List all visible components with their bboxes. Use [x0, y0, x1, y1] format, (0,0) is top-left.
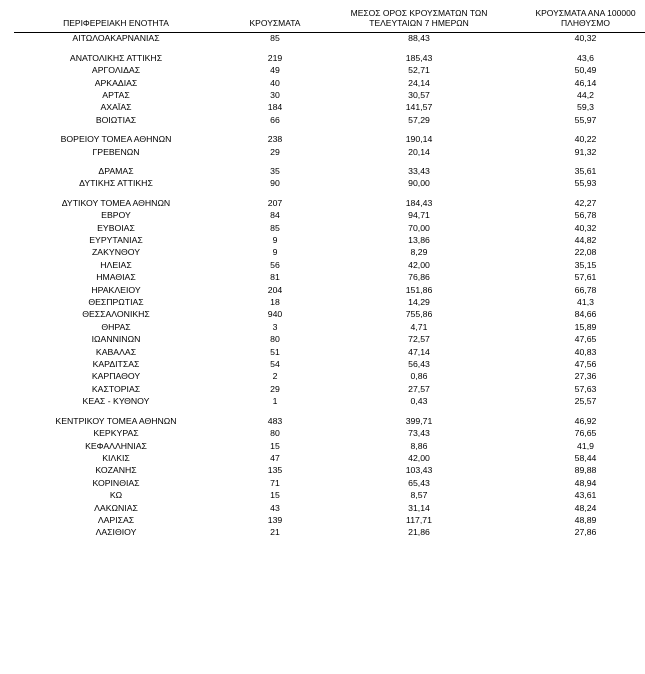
- cell-cases: 90: [270, 178, 280, 189]
- column-header-avg7-line1: ΜΕΣΟΣ ΟΡΟΣ ΚΡΟΥΣΜΑΤΩΝ ΤΩΝ: [350, 8, 488, 18]
- cell-region: ΑΡΚΑΔΙΑΣ: [94, 77, 138, 88]
- column-header-cases: [218, 8, 332, 32]
- table-row: [14, 296, 645, 308]
- cell-region: ΛΑΚΩΝΙΑΣ: [94, 502, 138, 513]
- table-row: [14, 259, 645, 271]
- column-header-per100k-line2: ΠΛΗΘΥΣΜΟ: [561, 18, 610, 29]
- cell-avg7: 52,71: [408, 65, 430, 76]
- table-row: [14, 334, 645, 346]
- cell-region: ΔΡΑΜΑΣ: [98, 165, 134, 176]
- row-spacer-cell: [14, 127, 645, 134]
- cell-cases: 66: [270, 114, 280, 125]
- cell-region: ΚΕΦΑΛΛΗΝΙΑΣ: [85, 440, 147, 451]
- cell-region: ΚΟΖΑΝΗΣ: [95, 465, 137, 476]
- cell-per100k: 55,97: [574, 114, 597, 125]
- cell-avg7: 57,29: [408, 114, 430, 125]
- cell-avg7: 0,86: [410, 371, 428, 382]
- cell-per100k: 66,78: [574, 284, 597, 295]
- cell-cases: 29: [270, 383, 280, 394]
- cell-avg7: 8,57: [410, 490, 428, 501]
- cell-avg7: 42,00: [408, 259, 430, 270]
- row-spacer-cell: [14, 190, 645, 197]
- table-body: [14, 32, 645, 539]
- cell-per100k: 40,32: [574, 222, 597, 233]
- row-spacer: [14, 45, 645, 52]
- cell-cases: 35: [270, 165, 280, 176]
- table-row: [14, 452, 645, 464]
- table-row: [14, 371, 645, 383]
- table-row: [14, 514, 645, 526]
- cell-avg7: 94,71: [408, 210, 430, 221]
- column-header-per100k: [506, 8, 645, 32]
- cell-region: ΘΕΣΠΡΩΤΙΑΣ: [88, 297, 144, 308]
- cell-per100k: 35,61: [574, 165, 597, 176]
- cell-per100k: 76,65: [574, 428, 597, 439]
- table-row: [14, 134, 645, 146]
- cell-per100k: 41,3: [577, 297, 594, 308]
- cell-cases: 184: [267, 102, 283, 113]
- table-row: [14, 527, 645, 539]
- cell-cases: 80: [270, 334, 280, 345]
- cell-per100k: 84,66: [574, 309, 597, 320]
- cell-avg7: 27,57: [408, 383, 430, 394]
- cell-per100k: 22,08: [574, 247, 597, 258]
- cell-avg7: 30,57: [408, 89, 430, 100]
- cell-avg7: 31,14: [408, 502, 430, 513]
- cell-region: ΒΟΡΕΙΟΥ ΤΟΜΕΑ ΑΘΗΝΩΝ: [60, 134, 172, 145]
- cell-region: ΚΙΛΚΙΣ: [102, 452, 130, 463]
- cell-per100k: 57,63: [574, 383, 597, 394]
- cell-avg7: 151,86: [405, 284, 433, 295]
- cell-region: ΕΥΒΟΙΑΣ: [97, 222, 135, 233]
- cell-region: ΗΛΕΙΑΣ: [100, 259, 132, 270]
- cell-cases: 9: [272, 235, 278, 245]
- cell-avg7: 88,43: [408, 33, 430, 44]
- cell-cases: 29: [270, 146, 280, 157]
- cell-cases: 18: [270, 297, 280, 308]
- cell-avg7: 65,43: [408, 477, 430, 488]
- cell-region: ΑΡΤΑΣ: [102, 89, 130, 100]
- cell-avg7: 24,14: [408, 77, 430, 88]
- cell-region: ΖΑΚΥΝΘΟΥ: [92, 247, 140, 258]
- cell-avg7: 755,86: [405, 309, 433, 320]
- cell-cases: 9: [272, 247, 278, 258]
- cell-cases: 483: [267, 415, 283, 426]
- table-row: [14, 247, 645, 259]
- table-row: [14, 490, 645, 502]
- cell-per100k: 91,32: [574, 146, 597, 157]
- cell-region: ΚΕΝΤΡΙΚΟΥ ΤΟΜΕΑ ΑΘΗΝΩΝ: [55, 415, 177, 426]
- column-header-region-label: ΠΕΡΙΦΕΡΕΙΑΚΗ ΕΝΟΤΗΤΑ: [63, 18, 169, 29]
- cell-per100k: 40,22: [574, 134, 597, 145]
- cell-avg7: 184,43: [405, 197, 433, 208]
- cell-cases: 40: [270, 77, 280, 88]
- cell-avg7: 33,43: [408, 165, 430, 176]
- cell-region: ΘΗΡΑΣ: [101, 321, 131, 332]
- row-spacer-cell: [14, 158, 645, 165]
- cell-per100k: 58,44: [574, 452, 597, 463]
- cell-avg7: 56,43: [408, 359, 430, 370]
- cell-avg7: 90,00: [408, 178, 430, 189]
- cell-per100k: 48,24: [574, 502, 597, 513]
- table-row: [14, 321, 645, 333]
- cell-cases: 3: [272, 321, 278, 332]
- table-row: [14, 178, 645, 190]
- cell-region: ΔΥΤΙΚΟΥ ΤΟΜΕΑ ΑΘΗΝΩΝ: [61, 197, 171, 208]
- cell-avg7: 72,57: [408, 334, 430, 345]
- cell-per100k: 35,15: [574, 259, 597, 270]
- cell-avg7: 8,86: [410, 440, 428, 451]
- cell-cases: 207: [267, 197, 283, 208]
- cell-region: ΚΑΡΔΙΤΣΑΣ: [92, 359, 140, 370]
- cell-per100k: 56,78: [574, 210, 597, 221]
- cell-cases: 940: [267, 309, 283, 320]
- cell-per100k: 59,3: [577, 102, 594, 113]
- cell-region: ΚΑΒΑΛΑΣ: [95, 346, 137, 357]
- cell-region: ΚΑΣΤΟΡΙΑΣ: [91, 383, 141, 394]
- cell-per100k: 25,57: [574, 396, 597, 407]
- table-row: [14, 440, 645, 452]
- cell-region: ΚΕΡΚΥΡΑΣ: [93, 428, 139, 439]
- table-row: [14, 102, 645, 114]
- cell-cases: 15: [270, 440, 280, 451]
- cell-per100k: 47,65: [574, 334, 597, 345]
- cell-per100k: 46,92: [574, 415, 597, 426]
- table-row: [14, 284, 645, 296]
- cell-region: ΗΜΑΘΙΑΣ: [96, 272, 136, 283]
- cell-region: ΕΥΡΥΤΑΝΙΑΣ: [89, 235, 143, 245]
- table-row: [14, 65, 645, 77]
- cell-cases: 204: [267, 284, 283, 295]
- cell-per100k: 27,86: [574, 527, 597, 538]
- cell-per100k: 43,61: [574, 490, 597, 501]
- cell-per100k: 44,82: [574, 235, 597, 245]
- cell-avg7: 73,43: [408, 428, 430, 439]
- row-spacer-cell: [14, 408, 645, 415]
- cell-cases: 139: [267, 514, 283, 525]
- cell-region: ΓΡΕΒΕΝΩΝ: [92, 146, 140, 157]
- cell-avg7: 0,43: [410, 396, 428, 407]
- cell-cases: 43: [270, 502, 280, 513]
- cell-cases: 54: [270, 359, 280, 370]
- cell-per100k: 48,89: [574, 514, 597, 525]
- column-header-cases-label: ΚΡΟΥΣΜΑΤΑ: [249, 18, 301, 29]
- cell-region: ΑΝΑΤΟΛΙΚΗΣ ΑΤΤΙΚΗΣ: [69, 52, 163, 63]
- cell-avg7: 21,86: [408, 527, 430, 538]
- table-row: [14, 89, 645, 101]
- cell-region: ΑΙΤΩΛΟΑΚΑΡΝΑΝΙΑΣ: [72, 33, 160, 44]
- row-spacer: [14, 408, 645, 415]
- table-row: [14, 502, 645, 514]
- cell-cases: 2: [272, 371, 278, 382]
- cell-region: ΛΑΣΙΘΙΟΥ: [95, 527, 137, 538]
- table-row: [14, 146, 645, 158]
- table-row: [14, 465, 645, 477]
- column-header-region: [14, 8, 218, 32]
- cell-per100k: 55,93: [574, 178, 597, 189]
- cell-avg7: 20,14: [408, 146, 430, 157]
- cell-per100k: 47,56: [574, 359, 597, 370]
- table-header: [14, 8, 645, 32]
- cell-avg7: 103,43: [405, 465, 433, 476]
- cell-region: ΚΩ: [109, 490, 123, 501]
- cell-cases: 238: [267, 134, 283, 145]
- cell-avg7: 76,86: [408, 272, 430, 283]
- table-row: [14, 396, 645, 408]
- table-row: [14, 358, 645, 370]
- cell-per100k: 40,32: [574, 33, 597, 44]
- cell-avg7: 190,14: [405, 134, 433, 145]
- cell-cases: 80: [270, 428, 280, 439]
- cell-avg7: 117,71: [406, 514, 432, 525]
- cell-cases: 51: [270, 346, 280, 357]
- cell-cases: 135: [267, 465, 283, 476]
- cell-region: ΔΥΤΙΚΗΣ ΑΤΤΙΚΗΣ: [79, 178, 153, 189]
- row-spacer: [14, 127, 645, 134]
- cell-per100k: 41,9: [577, 440, 594, 451]
- cell-avg7: 8,29: [410, 247, 428, 258]
- cell-avg7: 14,29: [408, 297, 430, 308]
- cell-region: ΛΑΡΙΣΑΣ: [97, 514, 135, 525]
- cases-table: [14, 8, 645, 539]
- table-row: [14, 114, 645, 126]
- cell-avg7: 399,71: [405, 415, 433, 426]
- cell-region: ΗΡΑΚΛΕΙΟΥ: [91, 284, 141, 295]
- table-row: [14, 477, 645, 489]
- row-spacer-cell: [14, 45, 645, 52]
- cell-region: ΙΩΑΝΝΙΝΩΝ: [91, 334, 141, 345]
- table-row: [14, 309, 645, 321]
- cell-per100k: 50,49: [574, 65, 597, 76]
- cell-per100k: 40,83: [574, 346, 597, 357]
- cell-region: ΚΟΡΙΝΘΙΑΣ: [92, 477, 140, 488]
- cell-per100k: 48,94: [574, 477, 597, 488]
- cell-avg7: 47,14: [408, 346, 430, 357]
- cell-cases: 1: [272, 396, 278, 407]
- column-header-avg7-line2: ΤΕΛΕΥΤΑΙΩΝ 7 ΗΜΕΡΩΝ: [369, 18, 469, 29]
- table-row: [14, 428, 645, 440]
- cell-region: ΚΑΡΠΑΘΟΥ: [91, 371, 141, 382]
- cell-cases: 21: [270, 527, 280, 538]
- table-row: [14, 272, 645, 284]
- cell-cases: 56: [270, 259, 280, 270]
- cell-cases: 85: [270, 33, 280, 44]
- cell-avg7: 4,71: [410, 321, 428, 332]
- table-row: [14, 210, 645, 222]
- cell-region: ΚΕΑΣ - ΚΥΘΝΟΥ: [82, 396, 150, 407]
- column-header-avg7: [332, 8, 506, 32]
- cell-avg7: 70,00: [408, 222, 430, 233]
- table-row: [14, 52, 645, 64]
- cell-avg7: 185,43: [405, 52, 433, 63]
- table-row: [14, 77, 645, 89]
- cell-avg7: 13,86: [408, 235, 430, 245]
- cell-cases: 47: [270, 452, 280, 463]
- cell-cases: 71: [270, 477, 280, 488]
- table-row: [14, 197, 645, 209]
- cell-avg7: 141,57: [405, 102, 433, 113]
- table-row: [14, 234, 645, 246]
- table-row: [14, 165, 645, 177]
- table-row: [14, 346, 645, 358]
- cell-per100k: 15,89: [574, 321, 597, 332]
- cell-per100k: 27,36: [574, 371, 597, 382]
- cell-region: ΕΒΡΟΥ: [101, 210, 131, 221]
- cell-cases: 49: [270, 65, 280, 76]
- cell-cases: 15: [270, 490, 280, 501]
- cell-cases: 219: [267, 52, 283, 63]
- cell-per100k: 57,61: [574, 272, 597, 283]
- cell-region: ΘΕΣΣΑΛΟΝΙΚΗΣ: [82, 309, 150, 320]
- cell-region: ΑΧΑΪΑΣ: [100, 102, 132, 113]
- cell-per100k: 44,2: [577, 89, 594, 100]
- cell-cases: 85: [270, 222, 280, 233]
- table-row: [14, 383, 645, 395]
- cell-region: ΒΟΙΩΤΙΑΣ: [95, 114, 137, 125]
- row-spacer: [14, 190, 645, 197]
- cell-cases: 81: [270, 272, 280, 283]
- cell-per100k: 43,6: [577, 52, 594, 63]
- header-row: [14, 8, 645, 32]
- cell-cases: 30: [270, 89, 280, 100]
- cell-per100k: 42,27: [574, 197, 597, 208]
- table-row: [14, 222, 645, 234]
- cell-per100k: 89,88: [574, 465, 597, 476]
- cell-per100k: 46,14: [574, 77, 597, 88]
- cell-cases: 84: [270, 210, 280, 221]
- column-header-per100k-line1: ΚΡΟΥΣΜΑΤΑ ΑΝΑ 100000: [535, 8, 636, 18]
- cell-avg7: 42,00: [408, 452, 430, 463]
- table-row: [14, 32, 645, 45]
- row-spacer: [14, 158, 645, 165]
- cell-region: ΑΡΓΟΛΙΔΑΣ: [91, 65, 141, 76]
- table-row: [14, 415, 645, 427]
